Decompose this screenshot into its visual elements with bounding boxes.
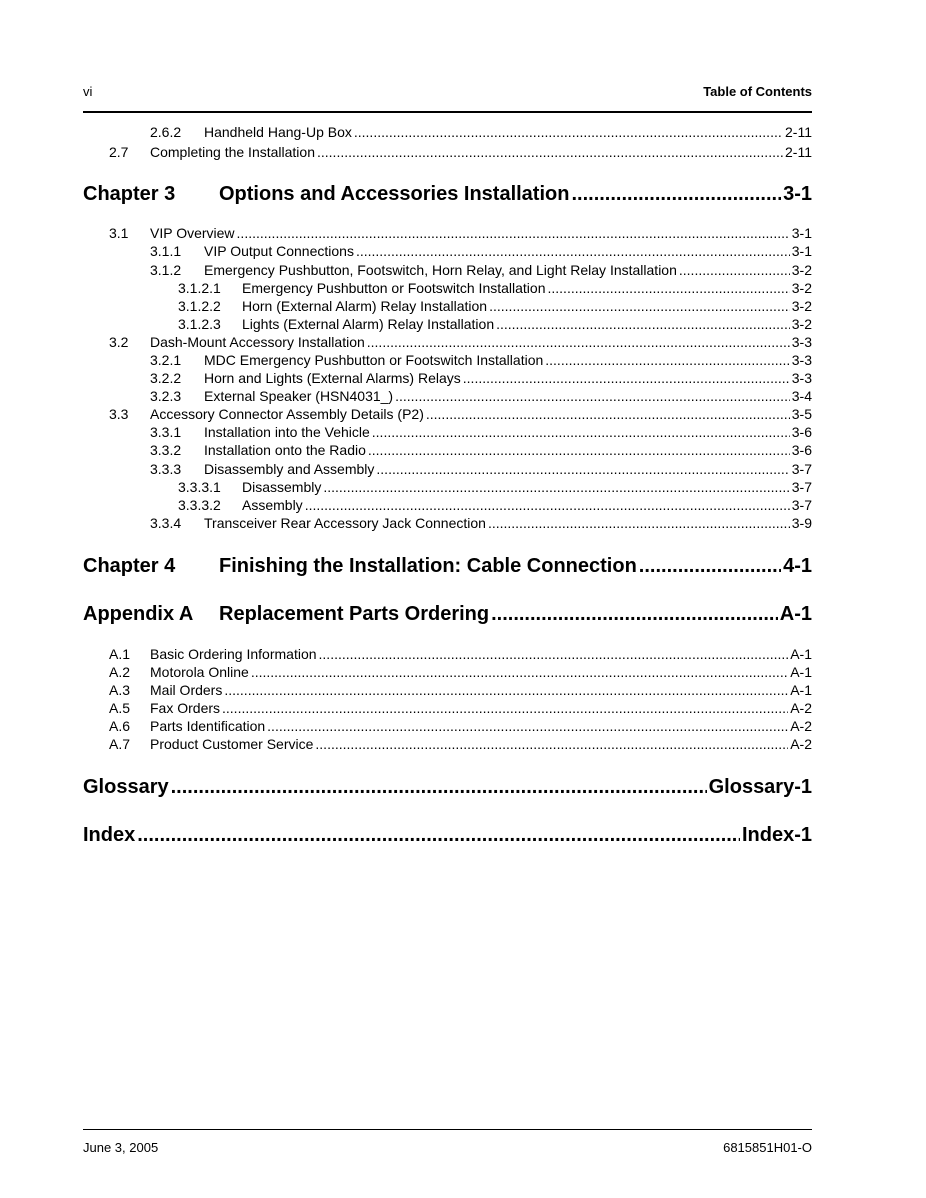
- toc-entry-number: 3.3.3: [150, 461, 182, 477]
- toc-heading-entry[interactable]: [83, 822, 812, 848]
- toc-entry[interactable]: [109, 645, 812, 663]
- footer-date: June 3, 2005: [83, 1140, 159, 1155]
- toc-entry-number: A.5: [109, 700, 131, 716]
- toc-entry-title: MDC Emergency Pushbutton or Footswitch Installation: [204, 352, 544, 368]
- toc-entry-page: 3-2: [791, 298, 812, 314]
- toc-entry-number: 3.2.1: [150, 352, 182, 368]
- toc-entry-number: 3.1.2: [150, 262, 182, 278]
- toc-entry-page: A-2: [790, 700, 812, 716]
- toc-entry-number: Chapter 3: [83, 183, 176, 205]
- toc-entry[interactable]: [150, 441, 812, 459]
- toc-entry-title: Completing the Installation: [150, 144, 315, 160]
- toc-entry-page: A-1: [790, 646, 812, 662]
- toc-entry-title: Fax Orders: [150, 700, 221, 716]
- toc-entry[interactable]: [178, 496, 812, 514]
- toc-entry-number: Appendix A: [83, 603, 194, 625]
- toc-entry[interactable]: [178, 279, 812, 297]
- toc-entry[interactable]: [150, 460, 812, 478]
- dot-leader: [426, 405, 790, 423]
- toc-entry-title: Handheld Hang-Up Box: [204, 124, 352, 140]
- toc-entry-page: 3-5: [791, 406, 812, 422]
- toc-entry-title: Basic Ordering Information: [150, 646, 317, 662]
- running-title: Table of Contents: [703, 84, 812, 99]
- dot-leader: [463, 369, 790, 387]
- toc-entry-page: 2-11: [785, 144, 812, 160]
- toc-entry-page: 3-7: [791, 479, 812, 495]
- toc-entry-title: Dash-Mount Accessory Installation: [150, 334, 365, 350]
- toc-entry[interactable]: [109, 699, 812, 717]
- toc-entry-number: A.2: [109, 664, 131, 680]
- toc-entry-title: Finishing the Installation: Cable Connection: [219, 555, 637, 577]
- toc-entry-title: Assembly: [242, 497, 303, 513]
- toc-heading-entry[interactable]: [83, 553, 812, 579]
- toc-entry-title: Parts Identification: [150, 718, 266, 734]
- toc-entry[interactable]: [109, 405, 812, 423]
- dot-leader: [491, 601, 778, 627]
- toc-entry-page: 3-1: [791, 243, 812, 259]
- toc-entry-number: 3.3.3.1: [178, 479, 221, 495]
- dot-leader: [137, 822, 740, 848]
- toc-entry-title: Horn (External Alarm) Relay Installation: [242, 298, 488, 314]
- toc-entry-page: Glossary-1: [708, 776, 812, 798]
- toc-entry-number: 3.2: [109, 334, 129, 350]
- toc-entry-number: 3.1.2.2: [178, 298, 221, 314]
- toc-entry-title: Product Customer Service: [150, 736, 314, 752]
- toc-entry-number: 3.3.2: [150, 442, 182, 458]
- toc-entry-title: Transceiver Rear Accessory Jack Connection: [204, 515, 486, 531]
- toc-entry-title: Glossary: [83, 776, 169, 798]
- footer-doc-number: 6815851H01-O: [723, 1140, 812, 1155]
- toc-entry-page: A-2: [790, 718, 812, 734]
- toc-entry-title: Horn and Lights (External Alarms) Relays: [204, 370, 461, 386]
- toc-entry-page: 3-6: [791, 442, 812, 458]
- toc-entry[interactable]: [109, 143, 812, 161]
- toc-entry[interactable]: [109, 224, 812, 242]
- toc-entry-page: 3-3: [791, 370, 812, 386]
- dot-leader: [367, 333, 790, 351]
- dot-leader: [319, 645, 789, 663]
- dot-leader: [315, 735, 788, 753]
- toc-entry-page: 3-3: [791, 334, 812, 350]
- toc-entry-page: 2-11: [785, 124, 812, 140]
- toc-entry-page: A-2: [790, 736, 812, 752]
- toc-entry-page: 3-1: [791, 225, 812, 241]
- toc-entry[interactable]: [178, 297, 812, 315]
- toc-entry[interactable]: [178, 315, 812, 333]
- toc-entry-number: 3.3.1: [150, 424, 182, 440]
- dot-leader: [368, 441, 790, 459]
- toc-entry-page: 3-2: [791, 316, 812, 332]
- toc-entry-number: 2.7: [109, 144, 129, 160]
- toc-entry-page: 3-7: [791, 497, 812, 513]
- toc-heading-entry[interactable]: [83, 601, 812, 627]
- toc-entry-page: 4-1: [783, 555, 812, 577]
- dot-leader: [489, 297, 790, 315]
- toc-entry[interactable]: [178, 478, 812, 496]
- toc-entry-number: 2.6.2: [150, 124, 182, 140]
- toc-entry-number: Chapter 4: [83, 555, 176, 577]
- footer-rule: [83, 1129, 812, 1130]
- toc-entry-number: 3.2.3: [150, 388, 182, 404]
- toc-entry-page: 3-4: [791, 388, 812, 404]
- page-number-roman: vi: [83, 84, 93, 99]
- toc-entry-page: A-1: [779, 603, 812, 625]
- dot-leader: [237, 224, 790, 242]
- toc-entry-number: 3.1.2.3: [178, 316, 221, 332]
- toc-entry[interactable]: [150, 423, 812, 441]
- toc-entry-title: Options and Accessories Installation: [219, 183, 570, 205]
- toc-entry-title: Lights (External Alarm) Relay Installation: [242, 316, 495, 332]
- toc-entry-number: 3.1.2.1: [178, 280, 221, 296]
- toc-entry-number: 3.3.3.2: [178, 497, 221, 513]
- toc-entry-title: Emergency Pushbutton, Footswitch, Horn Relay, and Light Relay Installation: [204, 262, 677, 278]
- toc-entry-title: Motorola Online: [150, 664, 249, 680]
- toc-entry-number: 3.3: [109, 406, 129, 422]
- dot-leader: [376, 460, 789, 478]
- header-rule: [83, 111, 812, 113]
- dot-leader: [395, 387, 790, 405]
- toc-entry[interactable]: [109, 735, 812, 753]
- toc-entry-title: External Speaker (HSN4031_): [204, 388, 394, 404]
- dot-leader: [488, 514, 790, 532]
- toc-entry[interactable]: [150, 514, 812, 532]
- toc-entry[interactable]: [109, 717, 812, 735]
- toc-entry-title: Accessory Connector Assembly Details (P2): [150, 406, 424, 422]
- toc-entry[interactable]: [109, 663, 812, 681]
- toc-entry-page: 3-3: [791, 352, 812, 368]
- toc-entry-number: A.6: [109, 718, 131, 734]
- dot-leader: [222, 699, 788, 717]
- toc-heading-entry[interactable]: [83, 181, 812, 207]
- toc-entry-number: A.3: [109, 682, 131, 698]
- dot-leader: [305, 496, 790, 514]
- toc-entry-page: 3-2: [791, 262, 812, 278]
- toc-entry-title: Index: [83, 824, 136, 846]
- dot-leader: [545, 351, 790, 369]
- dot-leader: [354, 123, 783, 141]
- toc-entry-page: 3-2: [791, 280, 812, 296]
- toc-entry-number: 3.1.1: [150, 243, 182, 259]
- toc-entry[interactable]: [150, 387, 812, 405]
- toc-entry[interactable]: [150, 261, 812, 279]
- toc-entry-page: Index-1: [741, 824, 812, 846]
- dot-leader: [372, 423, 790, 441]
- toc-entry-number: 3.2.2: [150, 370, 182, 386]
- toc-entry-page: 3-1: [783, 183, 812, 205]
- toc-entry-page: 3-6: [791, 424, 812, 440]
- toc-entry-title: Mail Orders: [150, 682, 223, 698]
- toc-entry-title: VIP Output Connections: [204, 243, 354, 259]
- dot-leader: [251, 663, 788, 681]
- toc-entry-number: 3.3.4: [150, 515, 182, 531]
- toc-entry-page: 3-7: [791, 461, 812, 477]
- toc-entry[interactable]: [109, 681, 812, 699]
- toc-entry-title: Disassembly and Assembly: [204, 461, 375, 477]
- page-header: [83, 84, 812, 99]
- toc-entry-title: VIP Overview: [150, 225, 235, 241]
- toc-heading-entry[interactable]: [83, 774, 812, 800]
- dot-leader: [317, 143, 783, 161]
- dot-leader: [639, 553, 781, 579]
- toc-entry-page: 3-9: [791, 515, 812, 531]
- dot-leader: [356, 242, 790, 260]
- dot-leader: [571, 181, 781, 207]
- dot-leader: [548, 279, 790, 297]
- toc-entry-title: Disassembly: [242, 479, 322, 495]
- toc-entry-page: A-1: [790, 664, 812, 680]
- toc-entry-title: Replacement Parts Ordering: [219, 603, 490, 625]
- toc-entry[interactable]: [150, 351, 812, 369]
- toc-entry[interactable]: [150, 123, 812, 141]
- toc-entry-number: A.1: [109, 646, 131, 662]
- dot-leader: [224, 681, 788, 699]
- toc-entry[interactable]: [109, 333, 812, 351]
- dot-leader: [171, 774, 707, 800]
- toc-entry-title: Installation onto the Radio: [204, 442, 366, 458]
- toc-entry-title: Installation into the Vehicle: [204, 424, 370, 440]
- dot-leader: [323, 478, 789, 496]
- toc-entry-number: 3.1: [109, 225, 129, 241]
- page-footer: [83, 1140, 812, 1155]
- toc-entry[interactable]: [150, 369, 812, 387]
- dot-leader: [267, 717, 788, 735]
- toc-entry-number: A.7: [109, 736, 131, 752]
- toc-entry-page: A-1: [790, 682, 812, 698]
- toc-entry-title: Emergency Pushbutton or Footswitch Installation: [242, 280, 546, 296]
- dot-leader: [679, 261, 790, 279]
- dot-leader: [496, 315, 790, 333]
- toc-entry[interactable]: [150, 242, 812, 260]
